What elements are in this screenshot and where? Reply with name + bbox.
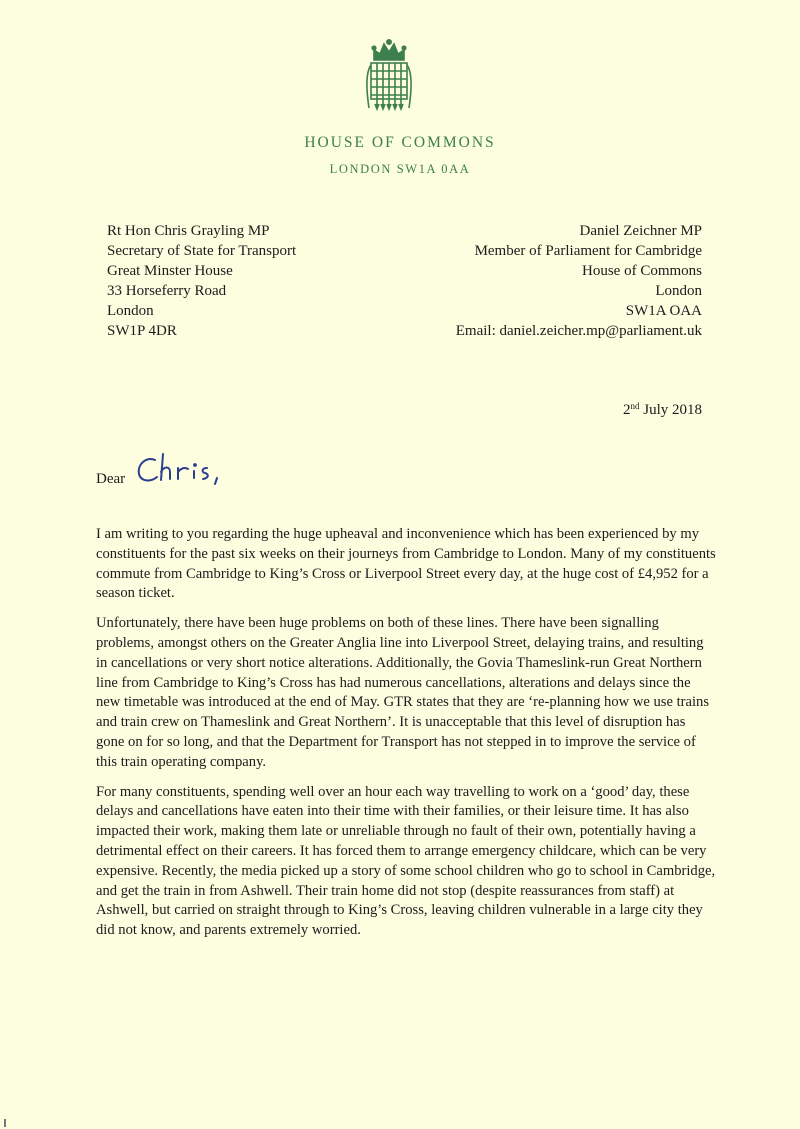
sender-name: Daniel Zeichner MP bbox=[579, 223, 702, 239]
salutation bbox=[96, 450, 229, 488]
letter-body bbox=[96, 525, 716, 951]
handwritten-name-signature bbox=[133, 450, 229, 488]
sender-address bbox=[456, 221, 702, 341]
scan-edge-mark bbox=[4, 1119, 6, 1127]
recipient-name: Rt Hon Chris Grayling MP bbox=[107, 223, 270, 239]
body-paragraph: I am writing to you regarding the huge upheaval and inconvenience which has been experienced by my constituents for the past six weeks on their journeys from Cambridge to London. Many of my constituents commute from Cambridge to King’s Cross or Liverpool Street every day, at the huge cost of £4,952 for a season ticket. bbox=[96, 526, 716, 602]
sender-city: London bbox=[655, 283, 702, 299]
recipient-street: 33 Horseferry Road bbox=[107, 283, 227, 299]
recipient-postcode: SW1P 4DR bbox=[107, 323, 177, 339]
body-paragraph: For many constituents, spending well over an hour each way travelling to work on a ‘good’ day, these delays and cancellations have eaten into their time with their families, or their leisure time. It has also impacted their work, making them late or unreliable through no fault of their own, potentially having a detrimental effect on their careers. It has forced them to arrange emergency childcare, which can be very expensive. Recently, the media picked up a story of some school children who go to school in Cambridge, and get the train in from Ashwell. Their train home did not stop (despite reassurances from staff) at Ashwell, but carried on straight through to King’s Cross, leaving children vulnerable in a large city they did not know, and parents extremely worried. bbox=[96, 783, 716, 939]
recipient-city: London bbox=[107, 303, 154, 319]
letterhead-address: LONDON SW1A 0AA bbox=[329, 162, 471, 176]
recipient-address bbox=[107, 221, 296, 341]
sender-email: Email: daniel.zeicher.mp@parliament.uk bbox=[455, 323, 702, 339]
date-month-year: July 2018 bbox=[643, 402, 702, 418]
sender-postcode: SW1A OAA bbox=[625, 303, 702, 319]
sender-building: House of Commons bbox=[582, 263, 702, 279]
recipient-building: Great Minster House bbox=[107, 263, 233, 279]
letterhead-name: HOUSE OF COMMONS bbox=[304, 134, 496, 151]
salutation-greeting: Dear bbox=[96, 471, 126, 487]
date-day: 2 bbox=[622, 402, 631, 418]
letter-date bbox=[623, 401, 702, 419]
portcullis-icon bbox=[364, 38, 414, 116]
recipient-title: Secretary of State for Transport bbox=[107, 243, 297, 259]
sender-title: Member of Parliament for Cambridge bbox=[474, 243, 702, 259]
date-suffix: nd bbox=[630, 401, 640, 411]
body-paragraph: Unfortunately, there have been huge problems on both of these lines. There have been signalling problems, amongst others on the Greater Anglia line into Liverpool Street, delaying trains, and resulting in cancellations or very short notice alterations. Additionally, the Govia Thameslink-run Great Northern line from Cambridge to King’s Cross has had numerous cancellations, alterations and delays since the new timetable was introduced at the end of May. GTR states that they are ‘re-planning how we use trains and train crew on Thameslink and Great Northern’. It is unacceptable that this level of disruption has gone on for so long, and that the Department for Transport has not stepped in to improve the service of this train operating company. bbox=[96, 615, 710, 770]
